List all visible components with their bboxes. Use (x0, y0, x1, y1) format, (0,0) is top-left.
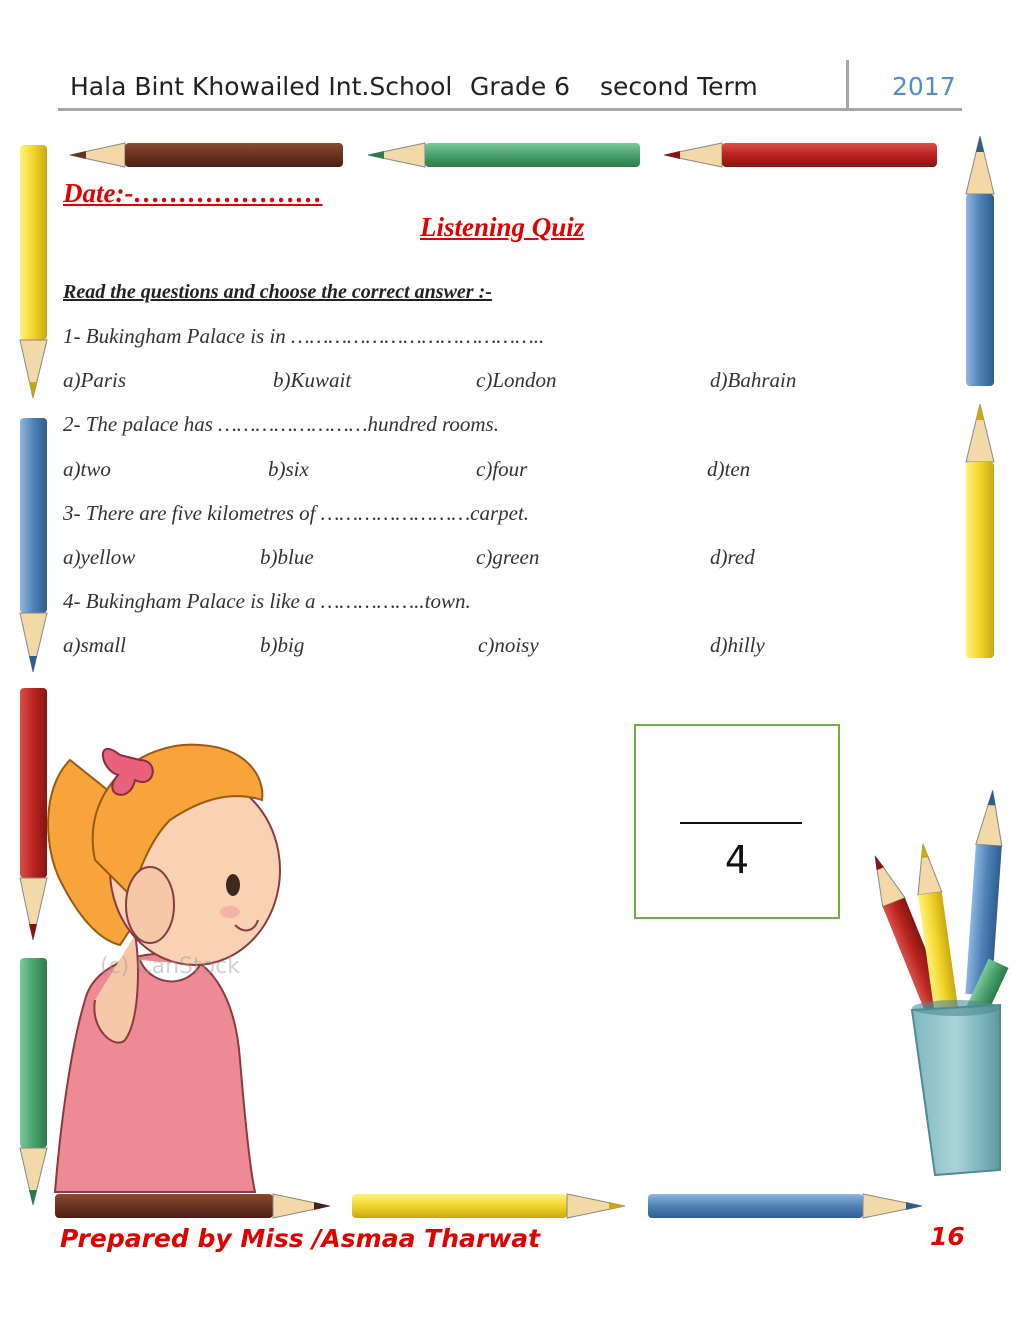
pencil-cup-illustration (864, 789, 1009, 1175)
watermark-text: (c) CanStock (100, 954, 240, 979)
question-2: 2- The palace has ……………………hundred rooms. (63, 412, 499, 436)
pencil-right-yellow (966, 404, 994, 658)
page-number: 16 (930, 1222, 965, 1251)
q1-option-c: c)London (476, 368, 557, 392)
pencil-top-brown (70, 143, 343, 167)
question-3: 3- There are five kilometres of ……………………carpet. (63, 501, 530, 525)
q2-option-a: a)two (63, 457, 111, 481)
question-1: 1- Bukingham Palace is in ………………………………….. (63, 324, 545, 348)
pencil-bottom-brown (55, 1194, 330, 1218)
q3-option-c: c)green (476, 545, 540, 569)
q1-option-b: b)Kuwait (273, 368, 352, 392)
q4-option-d: d)hilly (710, 633, 765, 657)
header-divider (846, 60, 849, 110)
instruction: Read the questions and choose the correct answer :- (63, 281, 492, 303)
grade-label: Grade 6 (470, 72, 571, 101)
q2-option-b: b)six (268, 457, 309, 481)
pencil-bottom-blue (648, 1194, 922, 1218)
pencil-bottom-yellow (352, 1194, 625, 1218)
year-label: 2017 (892, 72, 956, 101)
q4-option-b: b)big (260, 633, 305, 657)
date-field: Date:-………………… (63, 178, 323, 208)
pencil-right-blue (966, 136, 994, 386)
q3-option-a: a)yellow (63, 545, 136, 569)
pencil-top-red (664, 143, 937, 167)
q1-option-d: d)Bahrain (710, 368, 797, 392)
quiz-title: Listening Quiz (420, 212, 585, 242)
pencil-left-blue (20, 418, 47, 672)
q2-option-d: d)ten (707, 457, 751, 481)
school-name: Hala Bint Khowailed Int.School (70, 72, 453, 101)
question-4: 4- Bukingham Palace is like a ……………..town. (63, 589, 471, 613)
score-blank-line (680, 822, 802, 824)
q3-option-b: b)blue (260, 545, 314, 569)
pencil-top-green (368, 143, 640, 167)
score-total: 4 (724, 838, 750, 882)
header-rule (58, 108, 962, 111)
pencil-left-yellow (20, 145, 47, 398)
q4-option-a: a)small (63, 633, 126, 657)
q4-option-c: c)noisy (478, 633, 539, 657)
term-label: second Term (600, 72, 758, 101)
q1-option-a: a)Paris (63, 368, 126, 392)
score-box (634, 724, 840, 919)
pencil-left-red (20, 688, 47, 940)
pencil-left-green (20, 958, 47, 1205)
prepared-by: Prepared by Miss /Asmaa Tharwat (60, 1224, 541, 1253)
q3-option-d: d)red (710, 545, 755, 569)
q2-option-c: c)four (476, 457, 528, 481)
